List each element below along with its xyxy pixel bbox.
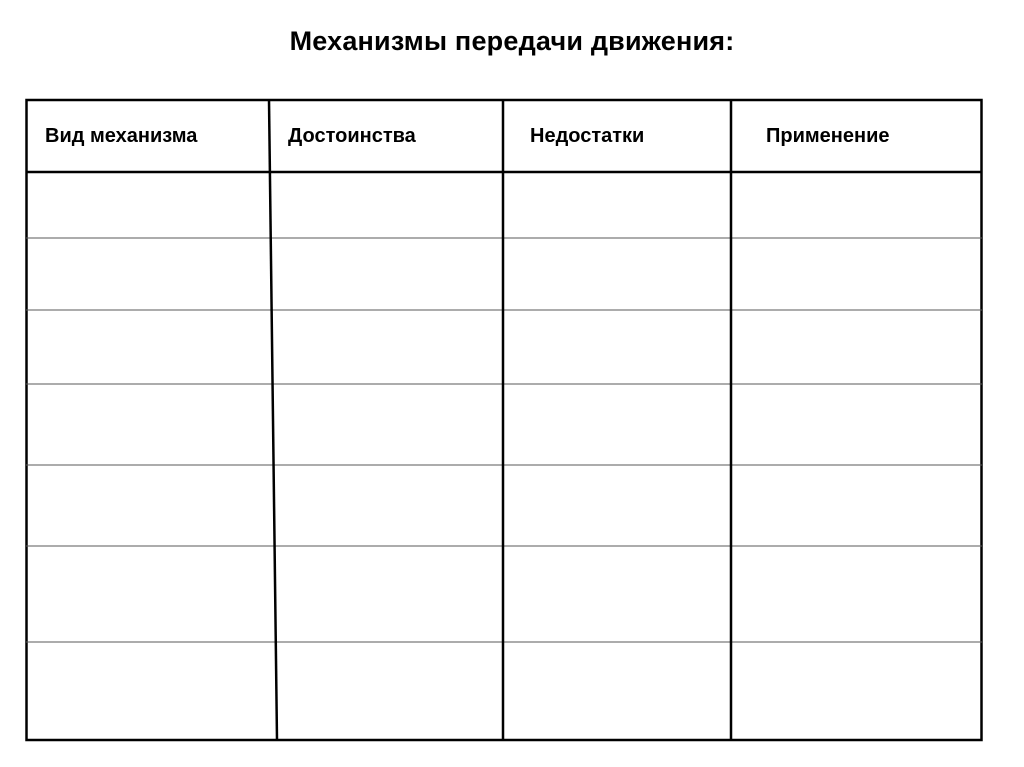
table-cell bbox=[734, 548, 979, 640]
table-cell bbox=[274, 174, 502, 236]
table-cell bbox=[506, 386, 730, 463]
table-cell bbox=[506, 644, 730, 738]
table-cell bbox=[506, 312, 730, 382]
table-cell bbox=[29, 644, 270, 738]
table-cell bbox=[29, 312, 270, 382]
table-cell bbox=[506, 467, 730, 544]
table-cell bbox=[274, 548, 502, 640]
page-title: Механизмы передачи движения: bbox=[289, 26, 735, 56]
table-cell bbox=[734, 644, 979, 738]
table-cell bbox=[29, 386, 270, 463]
table-cell bbox=[734, 312, 979, 382]
table-cell bbox=[274, 386, 502, 463]
table-cell bbox=[506, 174, 730, 236]
table-cell bbox=[274, 312, 502, 382]
table-cell bbox=[29, 467, 270, 544]
column-header-advantages: Достоинства bbox=[288, 125, 416, 147]
table-cell bbox=[506, 240, 730, 308]
table-cell bbox=[274, 467, 502, 544]
column-header-disadvantages: Недостатки bbox=[530, 125, 645, 147]
column-header-application: Применение bbox=[766, 125, 890, 147]
table-cell bbox=[29, 174, 270, 236]
column-header-mechanism-type: Вид механизма bbox=[45, 125, 198, 147]
table-cell bbox=[29, 240, 270, 308]
table-cell bbox=[734, 386, 979, 463]
table-cell bbox=[506, 548, 730, 640]
table-cell bbox=[734, 174, 979, 236]
table-cell bbox=[734, 240, 979, 308]
table-cell bbox=[274, 644, 502, 738]
table-cell bbox=[274, 240, 502, 308]
table-cell bbox=[29, 548, 270, 640]
table-cell bbox=[734, 467, 979, 544]
